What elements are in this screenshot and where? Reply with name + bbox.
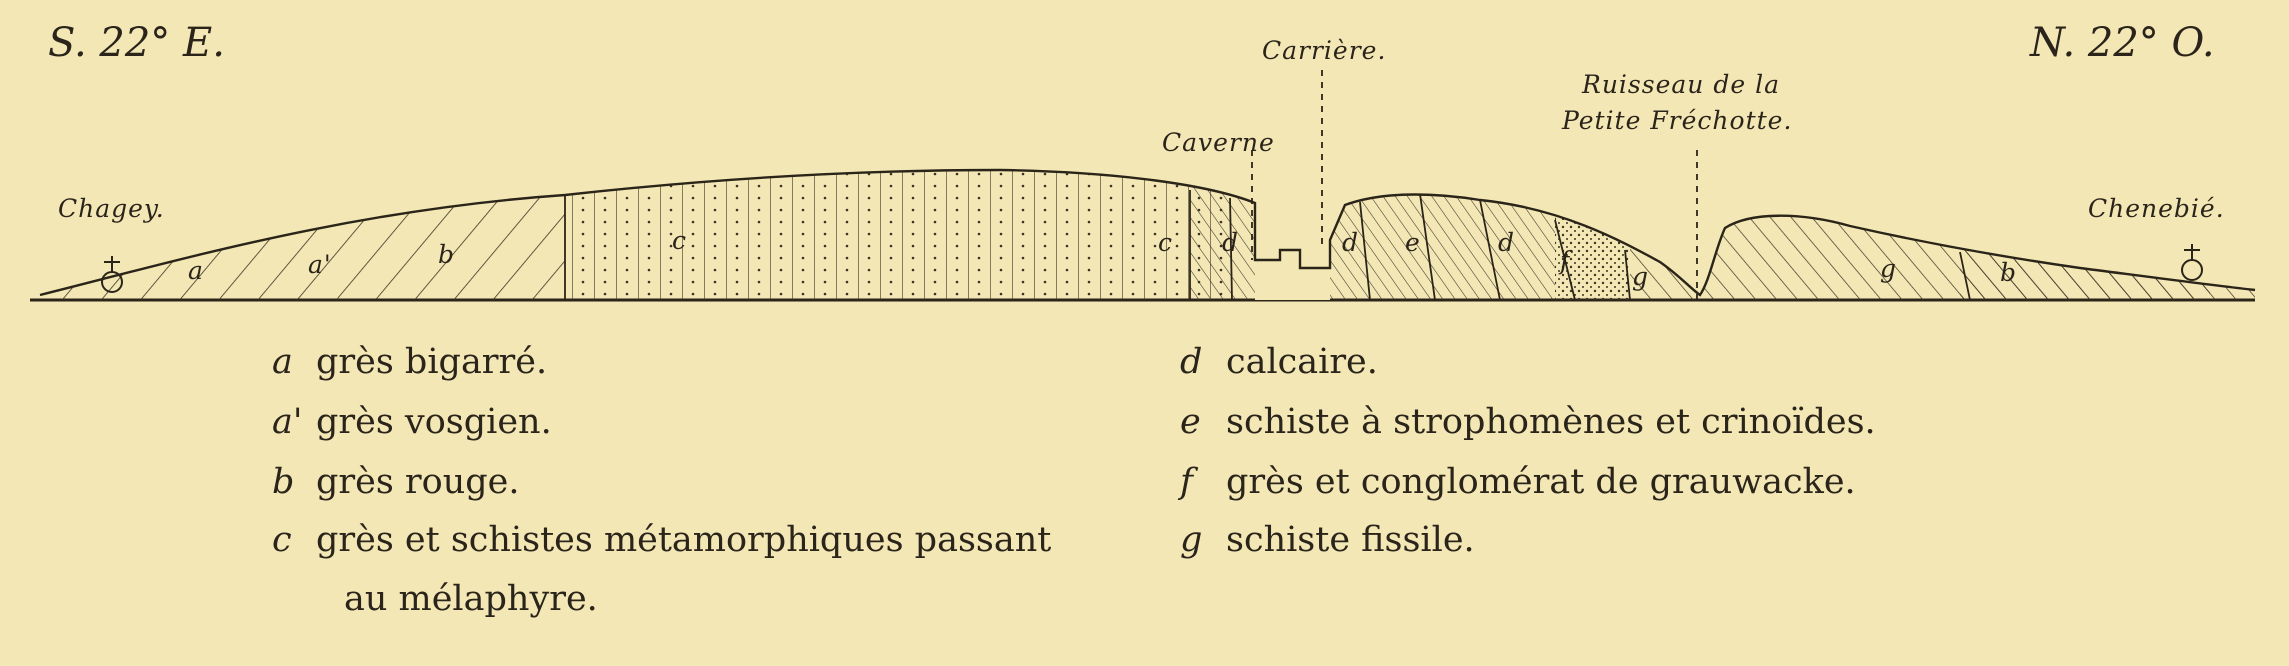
section-label: f: [1560, 246, 1571, 275]
section-label: e: [1405, 228, 1421, 257]
section-label: a: [188, 256, 204, 285]
layer-d-west: [1190, 150, 1255, 300]
legend-desc: calcaire.: [1226, 342, 1378, 382]
legend-desc: schiste fissile.: [1226, 520, 1475, 560]
legend-desc: grès et schistes métamorphiques passant: [316, 520, 1052, 560]
legend-letter: d: [1180, 342, 1203, 382]
legend-item-c-continuation: au mélaphyre.: [344, 579, 598, 619]
legend-letter: g: [1180, 520, 1203, 560]
legend-item-e: [1180, 402, 1876, 442]
section-label: a': [308, 250, 332, 279]
legend-item-g: [1180, 520, 1475, 560]
section-label: c: [672, 226, 688, 255]
legend-letter: a: [272, 342, 293, 382]
legend-desc: schiste à strophomènes et crinoïdes.: [1226, 402, 1876, 442]
legend-desc: grès bigarré.: [316, 342, 548, 382]
legend-item-d: [1180, 342, 1378, 382]
church-symbol-chenebie: [2182, 244, 2202, 280]
layer-a-b: [40, 150, 565, 300]
legend-desc: grès et conglomérat de grauwacke.: [1226, 462, 1856, 502]
legend-item-a: [272, 342, 548, 382]
section-label: g: [1632, 262, 1650, 291]
legend-letter: c: [272, 520, 292, 560]
legend-item-a-prime: [272, 402, 552, 442]
legend-letter: a': [272, 402, 303, 442]
layer-f: [1555, 150, 1630, 300]
legend-item-b: [272, 462, 520, 502]
place-caverne: Caverne: [1162, 128, 1275, 157]
section-label: b: [438, 240, 456, 269]
legend-desc: grès rouge.: [316, 462, 520, 502]
section-label: d: [1222, 228, 1240, 257]
place-ruisseau-line2: Petite Fréchotte.: [1562, 106, 1793, 135]
legend-letter: b: [272, 462, 295, 502]
place-carriere: Carrière.: [1262, 36, 1387, 65]
place-chenebie: Chenebié.: [2088, 194, 2225, 223]
layer-d-e-d: [1330, 150, 1555, 300]
legend-item-c: [272, 520, 1052, 560]
legend-item-f: [1180, 462, 1856, 502]
section-label: g: [1880, 254, 1898, 283]
quarry-steps: [1255, 250, 1330, 300]
section-label: c: [1158, 228, 1174, 257]
right-orientation: N. 22° O.: [2030, 20, 2215, 66]
section-label: d: [1498, 228, 1516, 257]
place-chagey: Chagey.: [58, 194, 165, 223]
section-label: b: [2000, 258, 2018, 287]
place-ruisseau-line1: Ruisseau de la: [1582, 70, 1780, 99]
legend-letter: f: [1180, 462, 1193, 502]
section-label: d: [1342, 228, 1360, 257]
legend-letter: e: [1180, 402, 1201, 442]
legend-desc: grès vosgien.: [316, 402, 552, 442]
left-orientation: S. 22° E.: [48, 20, 225, 66]
